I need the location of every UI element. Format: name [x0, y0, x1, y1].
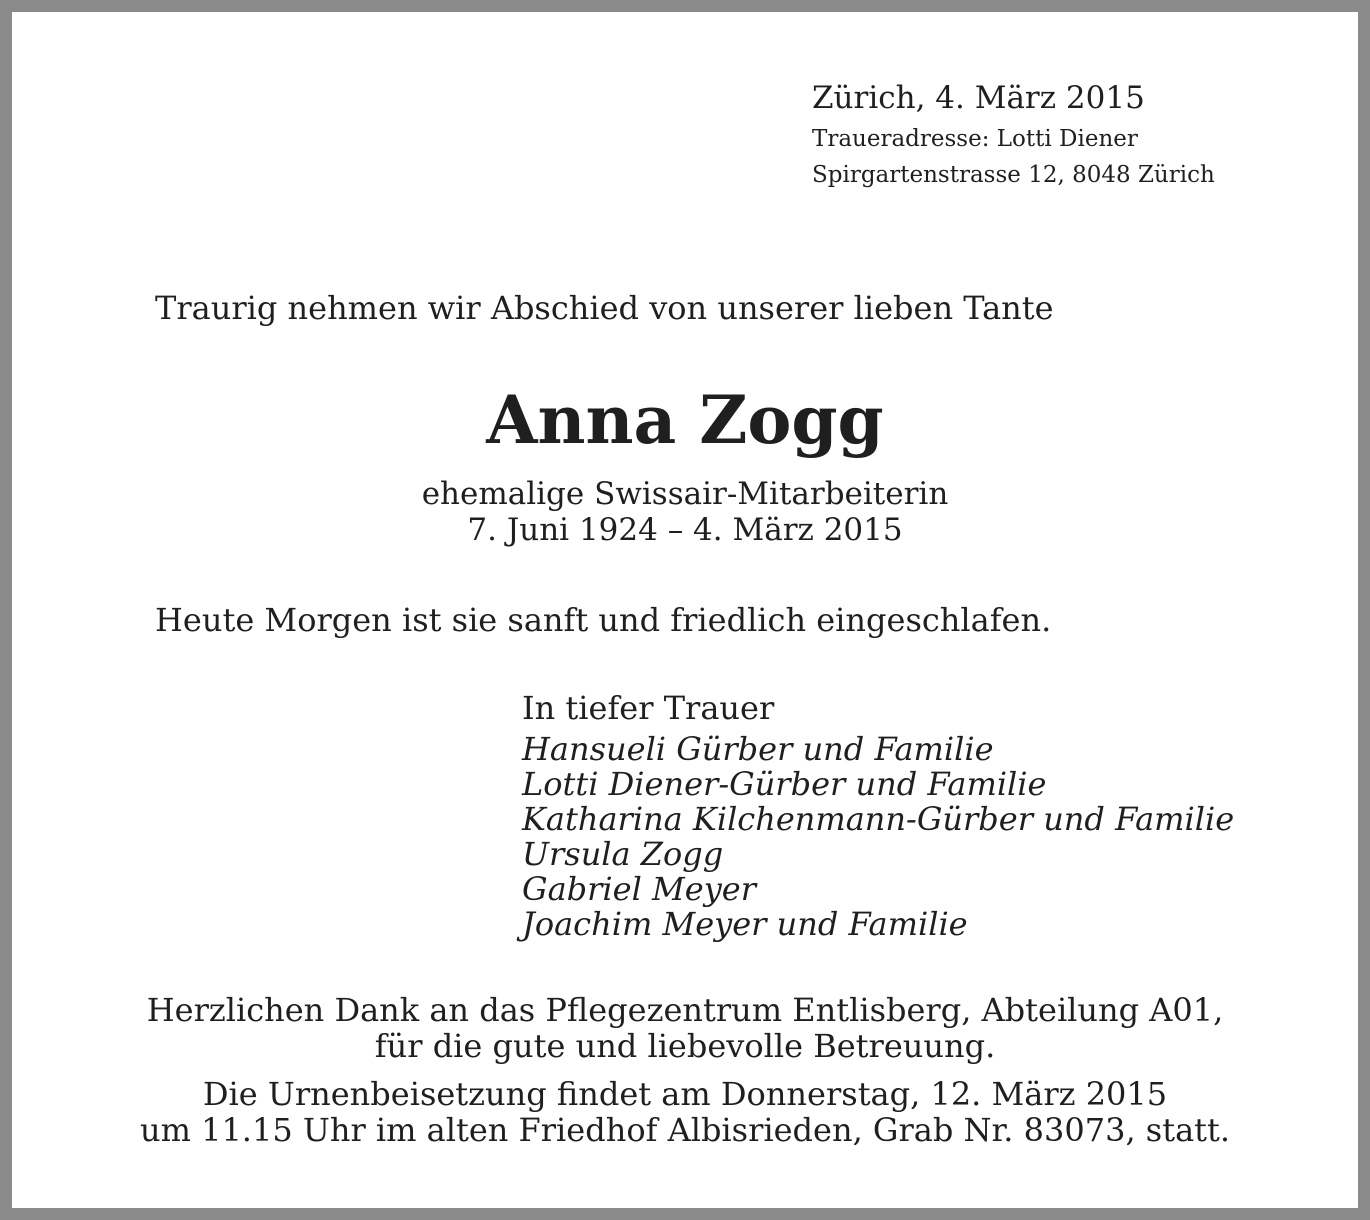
mourner-item: Katharina Kilchenmann-Gürber und Familie — [522, 800, 1235, 838]
deceased-name: Anna Zogg — [486, 381, 884, 459]
mourner-item: Joachim Meyer und Familie — [522, 905, 968, 943]
thanks-line-1: Herzlichen Dank an das Pflegezentrum Entlisberg, Abteilung A01, — [146, 991, 1224, 1029]
mourning-heading: In tiefer Trauer — [522, 689, 775, 727]
mourners-list — [522, 732, 1234, 942]
message-text: Heute Morgen ist sie sanft und friedlich eingeschlafen. — [155, 601, 1052, 639]
deceased-description: ehemalige Swissair-Mitarbeiterin — [421, 476, 949, 512]
burial-line-1: Die Urnenbeisetzung findet am Donnerstag, 12. März 2015 — [202, 1075, 1168, 1113]
mourner-item: Ursula Zogg — [522, 835, 724, 873]
thanks-line-2: für die gute und liebevolle Betreuung. — [374, 1027, 996, 1065]
life-dates: 7. Juni 1924 – 4. März 2015 — [467, 512, 903, 548]
mourning-address-line-2: Spirgartenstrasse 12, 8048 Zürich — [812, 162, 1215, 188]
burial-line-2: um 11.15 Uhr im alten Friedhof Albisrieden, Grab Nr. 83073, statt. — [139, 1111, 1231, 1149]
place-date: Zürich, 4. März 2015 — [812, 80, 1145, 116]
mourner-item: Lotti Diener-Gürber und Familie — [522, 765, 1047, 803]
intro-text: Traurig nehmen wir Abschied von unserer lieben Tante — [155, 289, 1054, 327]
obituary-page — [12, 12, 1358, 1208]
mourner-item: Hansueli Gürber und Familie — [522, 730, 994, 768]
mourner-item: Gabriel Meyer — [522, 870, 757, 908]
mourning-address-line-1: Traueradresse: Lotti Diener — [812, 126, 1138, 152]
